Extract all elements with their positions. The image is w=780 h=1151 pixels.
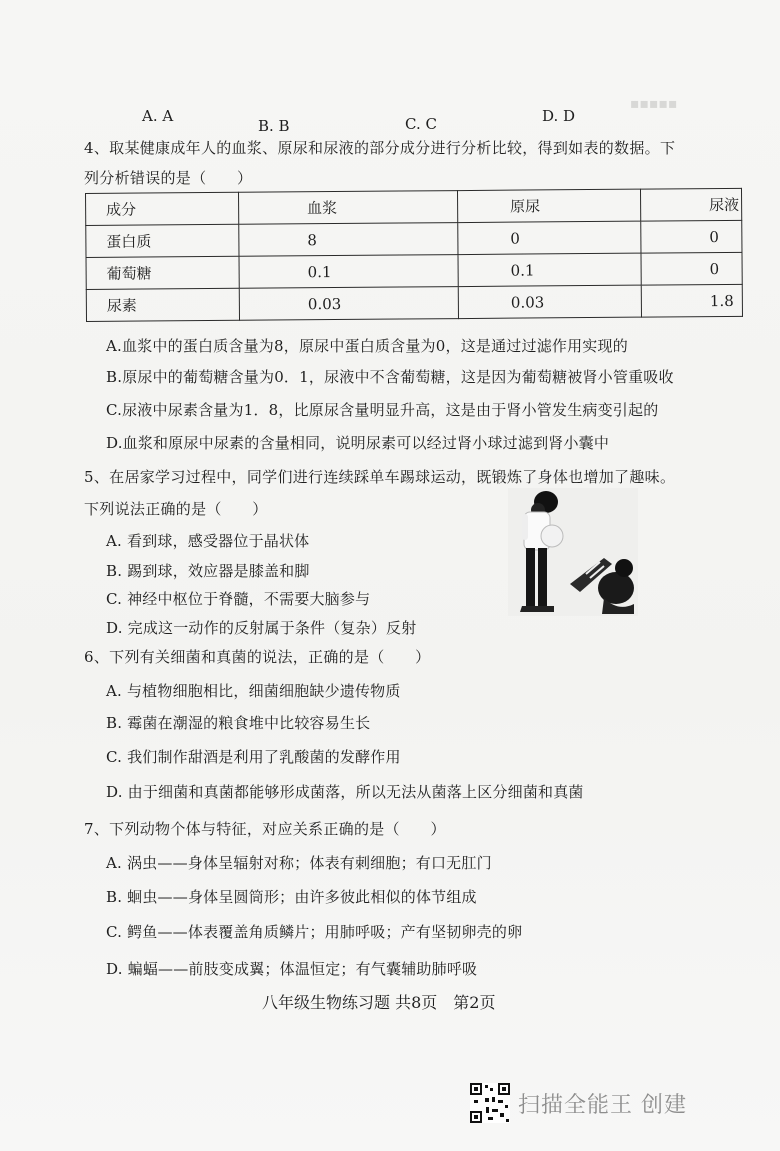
q7-stem: 7、下列动物个体与特征，对应关系正确的是（ ）	[84, 820, 446, 838]
table-cell: 0.03	[239, 287, 458, 321]
table-cell: 尿素	[86, 288, 239, 321]
table-row	[86, 284, 742, 321]
table-header-cell: 尿液	[640, 188, 741, 221]
bleed-through: ▪▪▪▪▪	[630, 96, 678, 112]
q4-stem-line1: 4、取某健康成年人的血浆、原尿和尿液的部分成分进行分析比较，得到如表的数据。下	[84, 139, 676, 157]
q5-option-d: D. 完成这一动作的反射属于条件（复杂）反射	[106, 619, 417, 637]
prev-option-d: D. D	[542, 107, 576, 125]
q6-option-a: A. 与植物细胞相比，细菌细胞缺少遗传物质	[106, 682, 401, 700]
q5-option-b: B. 踢到球，效应器是膝盖和脚	[106, 562, 310, 580]
q5-stem-line1: 5、在居家学习过程中，同学们进行连续踩单车踢球运动，既锻炼了身体也增加了趣味。	[84, 468, 676, 486]
prev-option-b: B. B	[258, 117, 290, 135]
page-footer: 八年级生物练习题 共8页 第2页	[262, 993, 496, 1012]
scanner-watermark: 扫描全能王 创建	[518, 1093, 687, 1118]
table-cell: 0.1	[239, 255, 458, 289]
qr-code-icon	[470, 1083, 510, 1123]
table-cell: 1.8	[641, 284, 742, 317]
q5-stem-line2: 下列说法正确的是（ ）	[84, 500, 268, 518]
q4-option-d: D.血浆和原尿中尿素的含量相同，说明尿素可以经过肾小球过滤到肾小囊中	[106, 434, 610, 452]
q5-option-a: A. 看到球，感受器位于晶状体	[106, 532, 310, 550]
exercise-photo	[508, 488, 638, 616]
q5-option-c: C. 神经中枢位于脊髓，不需要大脑参与	[106, 590, 371, 608]
q4-option-c: C.尿液中尿素含量为1．8，比原尿含量明显升高，这是由于肾小管发生病变引起的	[106, 401, 659, 419]
q7-option-d: D. 蝙蝠——前肢变成翼；体温恒定；有气囊辅助肺呼吸	[106, 960, 478, 978]
table-cell: 蛋白质	[86, 224, 239, 257]
q4-option-a: A.血浆中的蛋白质含量为8，原尿中蛋白质含量为0，这是通过过滤作用实现的	[106, 337, 628, 355]
table-cell: 0	[641, 220, 742, 253]
table-cell: 葡萄糖	[86, 256, 239, 289]
q4-data-table	[85, 188, 743, 322]
table-row	[86, 220, 742, 257]
table-header-cell: 血浆	[238, 191, 457, 225]
prev-option-a: A. A	[142, 107, 174, 125]
q4-option-b: B.原尿中的葡萄糖含量为0．1，尿液中不含葡萄糖，这是因为葡萄糖被肾小管重吸收	[106, 368, 674, 386]
table-cell: 0	[458, 221, 641, 254]
table-cell: 0.1	[458, 253, 641, 286]
q7-option-b: B. 蛔虫——身体呈圆筒形；由许多彼此相似的体节组成	[106, 888, 477, 906]
table-header-cell: 原尿	[457, 189, 640, 222]
table-header-row	[86, 188, 742, 225]
table-header-cell: 成分	[86, 192, 239, 225]
q6-option-b: B. 霉菌在潮湿的粮食堆中比较容易生长	[106, 714, 371, 732]
q6-stem: 6、下列有关细菌和真菌的说法，正确的是（ ）	[84, 648, 431, 666]
q7-option-c: C. 鳄鱼——体表覆盖角质鳞片；用肺呼吸；产有坚韧卵壳的卵	[106, 923, 523, 941]
q6-option-c: C. 我们制作甜酒是利用了乳酸菌的发酵作用	[106, 748, 401, 766]
table-cell: 0.03	[458, 285, 641, 318]
table-cell: 0	[641, 252, 742, 285]
q7-option-a: A. 涡虫——身体呈辐射对称；体表有刺细胞；有口无肛门	[106, 854, 492, 872]
prev-option-c: C. C	[405, 115, 437, 133]
table-row	[86, 252, 742, 289]
girl-kicking-ball-icon	[508, 488, 638, 616]
q6-option-d: D. 由于细菌和真菌都能够形成菌落，所以无法从菌落上区分细菌和真菌	[106, 783, 584, 801]
table-cell: 8	[239, 223, 458, 257]
q4-stem-line2: 列分析错误的是（ ）	[84, 169, 253, 187]
